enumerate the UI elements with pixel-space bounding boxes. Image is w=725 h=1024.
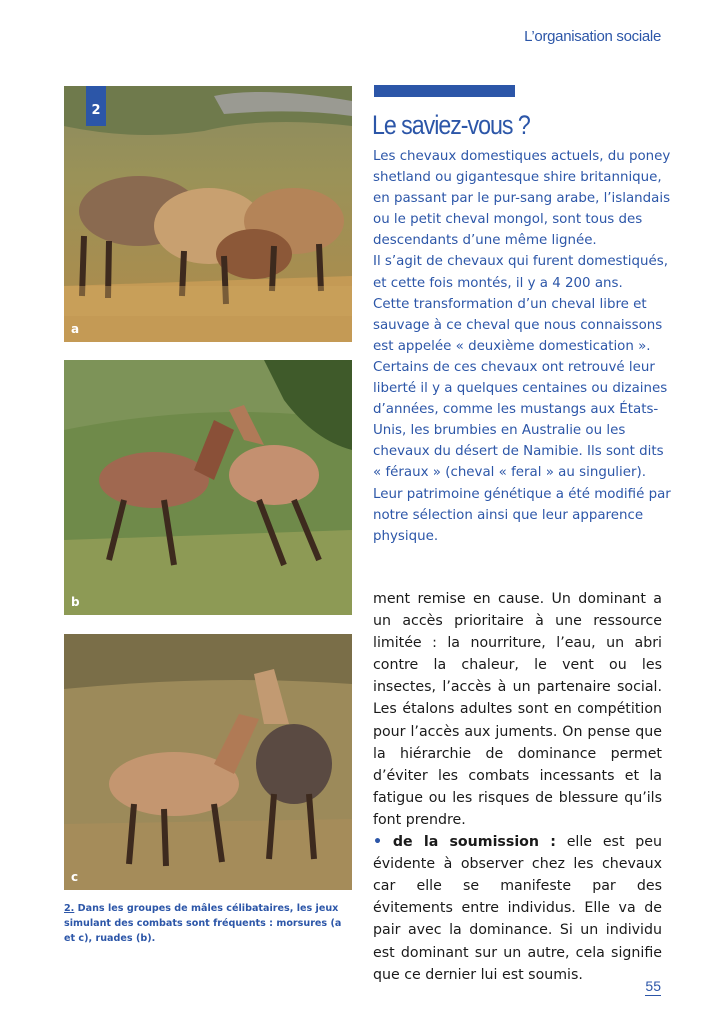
horses-grazing-illustration bbox=[64, 86, 352, 342]
bullet-icon: • bbox=[373, 834, 383, 851]
panel-label-a: a bbox=[71, 322, 80, 336]
panel-label-b: b bbox=[71, 595, 80, 609]
body-paragraph: ment remise en cause. Un dominant a un accès prioritaire à une ressource limitée : la nourriture, l’eau, un abri contre la chaleur, le vent ou les insectes, l’accès à un partenaire social. Les étalons adultes sont en compétition pour l’accès aux juments. On pense que la hiérarchie de dominance permet d’éviter les combats incessants et la fatigue ou les risques de blessure qu’ils font prendre. bbox=[373, 591, 662, 828]
photo-panel-c bbox=[64, 634, 352, 890]
sidebar-accent-bar bbox=[374, 85, 515, 97]
horses-kicking-illustration bbox=[64, 360, 352, 615]
body-text bbox=[373, 588, 662, 986]
caption-number: 2. bbox=[64, 903, 75, 914]
running-header: L’organisation sociale bbox=[524, 28, 661, 45]
caption-text: Dans les groupes de mâles célibataires, les jeux simulant des combats sont fréquents : morsures (a et c), ruades (b). bbox=[64, 903, 342, 944]
photo-panel-b bbox=[64, 360, 352, 615]
sidebar-text bbox=[373, 146, 673, 547]
page-number: 55 bbox=[645, 978, 661, 994]
horses-biting-illustration bbox=[64, 634, 352, 890]
panel-label-c: c bbox=[71, 870, 79, 884]
sidebar-paragraph: Certains de ces chevaux ont retrouvé leur liberté il y a quelques centaines ou dizaines d’années, comme les mustangs aux États-Unis, les brumbies en Australie ou les chevaux du désert de Namibie. Ils sont dits « féraux » (cheval « feral » au singulier). Leur patrimoine génétique a été modifié par notre sélection ainsi que leur apparence physique. bbox=[373, 359, 671, 544]
bullet-text: elle est peu évidente à observer chez les chevaux car elle se manifeste par des évitements entre individus. Elle va de pair avec la dominance. Si un individu est dominant sur un autre, cela signifie que ce dernier lui est soumis. bbox=[373, 834, 663, 983]
sidebar-paragraph: Cette transformation d’un cheval libre et sauvage à ce cheval que nous connaissons est appelée « deuxième domestication ». bbox=[373, 296, 663, 354]
sidebar-paragraph: Les chevaux domestiques actuels, du poney shetland ou gigantesque shire britannique, en passant par le pur-sang arabe, l’islandais ou le petit cheval mongol, sont tous des descendants d’une même lignée. bbox=[373, 149, 671, 249]
body-bullet-paragraph bbox=[373, 831, 662, 986]
photo-panel-a bbox=[64, 86, 352, 342]
bullet-term: de la soumission : bbox=[392, 834, 556, 851]
figure-number-badge: 2 bbox=[86, 86, 106, 126]
sidebar-paragraph: Il s’agit de chevaux qui furent domestiqués, et cette fois montés, il y a 4 200 ans. bbox=[373, 254, 668, 291]
sidebar-title: Le saviez-vous ? bbox=[372, 110, 530, 140]
figure-caption bbox=[64, 901, 354, 946]
